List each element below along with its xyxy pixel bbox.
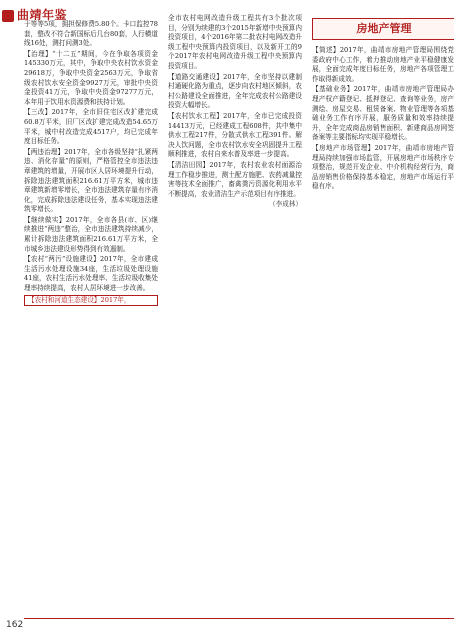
page-number: 162 — [6, 620, 24, 630]
yearbook-logo-icon — [2, 10, 14, 22]
paragraph: 全市农村电网改造升级工程共有3个批次项目，分别为续建的3个2015年新增中央预算内投资项目，4个2016年第二批农村电网改造升级工程中央预算内投资项目，以及新开工的9个2017年农村电网改造升级工程中央预算内投资项目。 — [168, 14, 302, 70]
text-column-1 — [24, 20, 158, 628]
paragraph: 【道路交通建设】2017年，全市坚持以建制村通硬化路为重点，逐步向农村地区倾斜，农村公路建设全面推进，全年完成农村公路建设投资大幅增长。 — [168, 72, 302, 110]
paragraph: 【农村“两污”设施建设】2017年，全市建成生活污水处理设施34座，生活垃圾处理设施41座，农村生活污水处理率、生活垃圾收集处理率持续提高，农村人居环境进一步改善。 — [24, 255, 158, 293]
section-heading-box: 【农村和河道生态建设】2017年， — [24, 295, 158, 307]
paragraph: 于等等5项，拥担保修费5.80个。卡口监控78套，整改不符合新国标后几台80套，人行横道线16处，测打问测3处。 — [24, 20, 158, 48]
section-banner: 房地产管理 — [312, 18, 454, 40]
author-signature: （李成林） — [269, 200, 302, 209]
paragraph: 【继续做实】2017年，全市各县(市、区)继续推进“两违”整治，全市违法建筑持续减少，累计拆除违法建筑面积216.61万平方米，全市城乡违法建设形势得到有效遏制。 — [24, 215, 158, 253]
paragraph: 【治理】“十二五”期间，今在争取各项资金145330万元，其中，争取中央农村饮水资金29618万，争取中央资金2563万元，争取省级农村饮水安全资金9927万元，审批中央资金投资41万元，争取中央资金97277万元，本年用于饮用水资源费和扶持计划。 — [24, 49, 158, 106]
paragraph: 【清洁田园】2017年，农村农业农村面源治理工作稳步推进，测土配方施肥、农药减量控害等技术全面推广，畜禽粪污资源化利用水平不断提高，农业清洁生产示范项目有序推进。 — [168, 160, 302, 198]
footer-rule — [24, 618, 454, 619]
paragraph: 【简述】2017年，曲靖市房地产管理局围绕党委政府中心工作，着力推动房地产业平稳健康发展，全面完成年度目标任务，房地产各项管理工作取得新成效。 — [312, 46, 454, 83]
yearbook-title: 曲靖年鉴 — [17, 8, 68, 22]
paragraph: 【房地产市场管理】2017年，曲靖市房地产管理局持续加强市场监管，开展房地产市场秩序专项整治，规范开发企业、中介机构经营行为，商品房销售价格保持基本稳定，房地产市场运行平稳有序。 — [312, 143, 454, 191]
paragraph: 【三改】2017年，全市旧住宅区改扩建完成60.8万平米，旧厂区改扩建完成改造54.65万平米，城中村改造完成4517户，均已完成年度目标任务。 — [24, 108, 158, 146]
text-column-3 — [312, 14, 454, 622]
paragraph: 【两违治理】2017年，全市各级坚持“扎紧两违、消化存量”的原则，严格管控全市违法违章建筑的增量，开展市区人居环境提升行动，拆除违法建筑面积216.61万平方米，城市违章建筑新增零增长，全市违法建筑存量有序消化，完成拆除违法建设任务，基本实现违法建筑零增长。 — [24, 147, 158, 214]
paragraph: 【基础业务】2017年，曲靖市房地产管理局办理产权产籍登记、抵押登记、查询等业务，房产测绘、房屋交易、租赁备案、物业管理等各项基础业务工作有序开展，服务质量和效率持续提升，全年完成商品房销售面积、新建商品房网签备案等主要指标均实现平稳增长。 — [312, 85, 454, 142]
text-column-2 — [168, 14, 302, 622]
paragraph: 【农村饮水工程】2017年，全市已完成投资14413万元，已经建成工程608件，共中集中供水工程217件，分散式供水工程391件。解决人饮问题，全市农村饮水安全巩固提升工程顺利推进，农村自来水普及率进一步提高。 — [168, 111, 302, 159]
